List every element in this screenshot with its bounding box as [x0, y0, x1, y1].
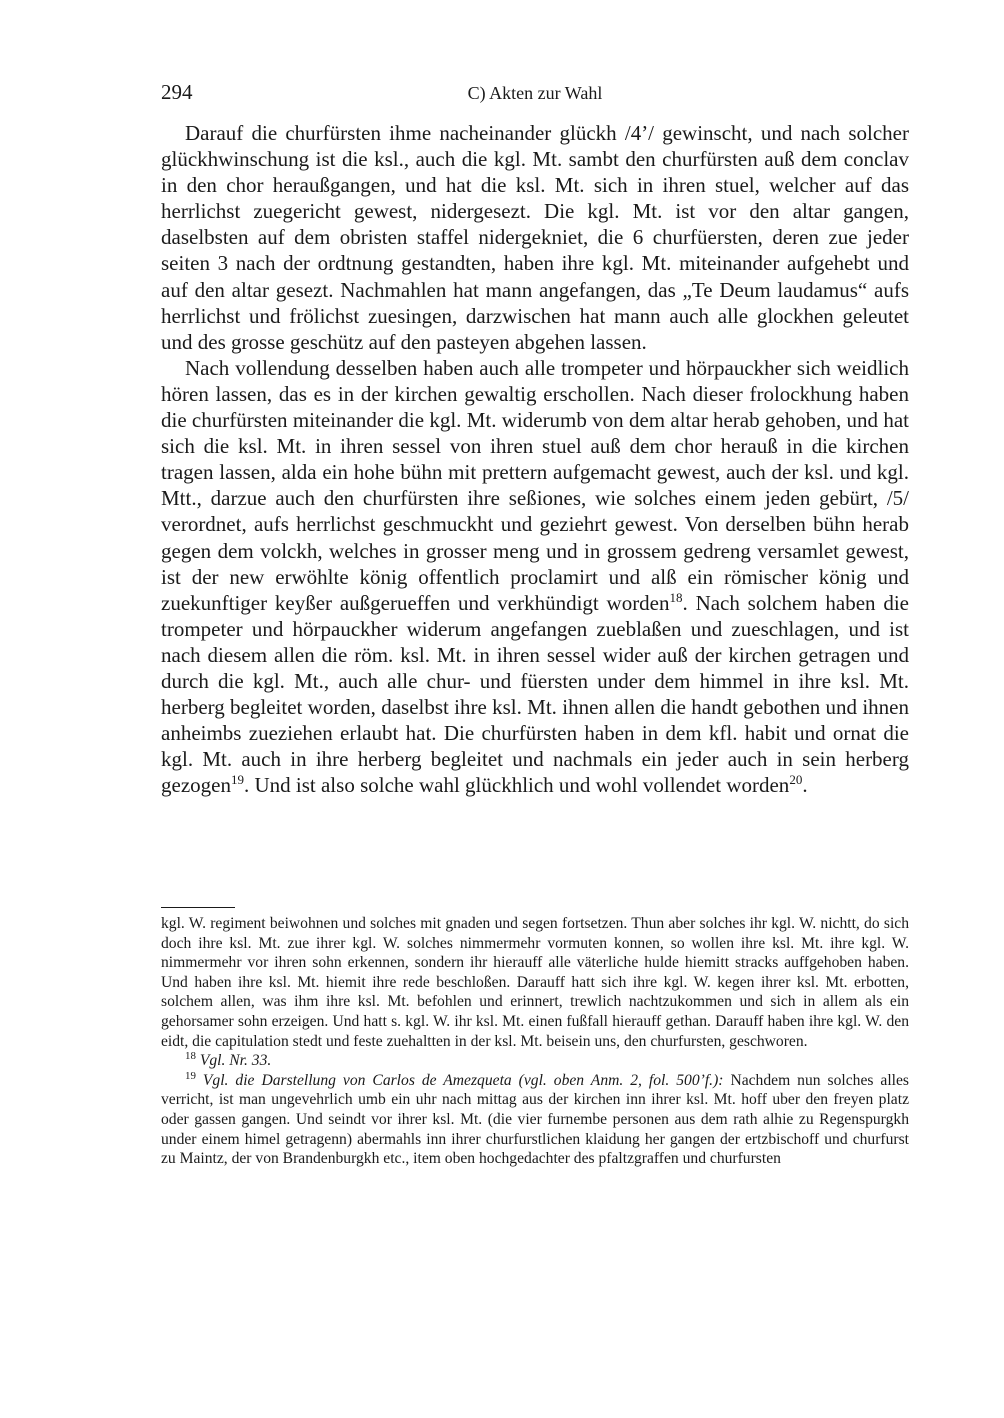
footnote-19-reference: Vgl. die Darstellung von Carlos de Amezqueta (vgl. oben Anm. 2, fol. 500’f.):: [202, 1071, 724, 1089]
paragraph-2-part-b: . Nach solchem haben die trompeter und hörpauckher widerum angefangen zueblaßen und zueschlagen, und ist nach diesem allen die röm. ksl. Mt. in ihren sessel wider auß der kirchen getragen und durch die kgl. Mt., auch alle chur- und füersten under dem himmel in ihre ksl. Mt. herberg begleitet worden, daselbst ihre ksl. Mt. ihnen allen die handt gebothen und ihnen anheimbs zueziehen erlaubt hat. Die churfürsten haben in dem kfl. habit und ornat die kgl. Mt. auch in ihre herberg begleitet und nachmals ein jeder auch in sein herberg gezogen: [161, 590, 909, 798]
footnote-19-mark: 19: [185, 1069, 196, 1082]
running-title: C) Akten zur Wahl: [467, 83, 603, 103]
footnote-18: [161, 1051, 909, 1071]
paragraph-2-part-d: .: [802, 773, 808, 798]
footnote-19-text: Nachdem nun solches alles verricht, ist man ungevehrlich umb ein uhr nach mittag aus der kirchen inn ihrer ksl. Mt. hoff uber den freyen platz oder gassen gangen. Und seindt vor ihrer ksl. Mt. (die vier furnembe personen aus dem rath alhie zu Regenspurgkh under einem himel getragenn) abermahls inn ihrer churfurstlichen klaidung her gangen der ertzbischoff und churfurst zu Maintz, der von Brandenburgkh etc., item oben hochgedachter des pfaltzgraffen und churfursten: [161, 1071, 909, 1168]
main-text: [161, 120, 909, 798]
paragraph-2: [161, 355, 909, 799]
footnote-ref-20: 20: [789, 772, 803, 788]
footnote-ref-18: 18: [669, 589, 683, 605]
paragraph-2-part-a: Nach vollendung desselben haben auch alle trompeter und hörpauckher sich weidlich hören lassen, das es in der kirchen gewaltig erschollen. Nach dieser frolockhung haben die churfürsten miteinander die kgl. Mt. widerumb von dem altar herab gehoben, und hat sich die ksl. Mt. in ihren sessel von ihren stuel auß dem chor herauß in die kirchen tragen lassen, alda ein hohe bühn mit prettern aufgemacht gewest, auch der ksl. und kgl. Mtt., darzue auch den churfürsten ihre seßiones, wie solches einem jeden gebürt, /5/ verordnet, aufs herrlichst geschmuckht und geziehrt gewest. Von derselben bühn herab gegen dem volckh, welches in grosser meng und in grossem gedreng versamlet gewest, ist der new erwöhlte könig offentlich proclamirt und alß ein römischer könig und zuekunftiger keyßer außgerueffen und verkhündigt worden: [161, 355, 909, 615]
footnote-19: [161, 1071, 909, 1169]
footnote-separator: [161, 907, 235, 908]
paragraph-2-part-c: . Und ist also solche wahl glückhlich und wohl vollendet worden: [243, 773, 790, 798]
page-number: 294: [161, 80, 193, 104]
footnotes: [161, 914, 909, 1169]
page-header: [161, 80, 909, 108]
footnote-18-reference: Vgl. Nr. 33.: [199, 1052, 272, 1070]
footnote-ref-19: 19: [230, 772, 244, 788]
footnote-continuation: kgl. W. regiment beiwohnen und solches mit gnaden und segen fortsetzen. Thun aber solches ihr kgl. W. nichtt, do sich doch ihre ksl. Mt. zue ihrer kgl. W. solches nimmermehr vormuten konnen, so wollen ihre ksl. Mt. ihre kgl. W. nimmermehr vor ihren sohn erkennen, sondern ihr hierauff alle väterliche hulde hiemitt stracks auffgehoben haben. Und haben ihre ksl. Mt. hiemit ihre rede beschloßen. Darauff hatt sich ihre kgl. W. kegen ihrer ksl. Mt. erbotten, solchem allen, was ihm ihre ksl. Mt. befohlen und erinnert, trewlich nachtzukommen und sich in allem als ein gehorsamer sohn erzeigen. Und hatt s. kgl. W. ihr ksl. Mt. einen fußfall hierauff gethan. Darauff haben ihre kgl. W. den eidt, die capitulation stedt und feste zuehaltten in der ksl. Mt. beisein uns, den churfursten, geschworen.: [161, 915, 909, 1050]
paragraph-1: Darauf die churfürsten ihme nacheinander glückh /4’/ gewinscht, und nach solcher glückhwinschung ist die ksl., auch die kgl. Mt. sambt den churfürsten auß dem conclav in den chor heraußgangen, und hat die ksl. Mt. sich in ihren stuel, welcher auf das herrlichst zuegericht gewest, nidergesezt. Die kgl. Mt. ist vor den altar gangen, daselbsten auf dem obristen staffel nidergekniet, die 6 churfüersten, deren zue jeder seiten 3 nach der ordtnung gestandten, haben ihre kgl. Mt. miteinander aufgehebt und auf den altar gesezt. Nachmahlen hat mann angefangen, das „Te Deum laudamus“ aufs herrlichst und frölichst zuesingen, darzwischen hat mann auch alle glockhen geleutet und des grosse geschütz auf den pasteyen abgehen lassen.: [161, 121, 909, 354]
footnote-18-mark: 18: [185, 1049, 196, 1062]
